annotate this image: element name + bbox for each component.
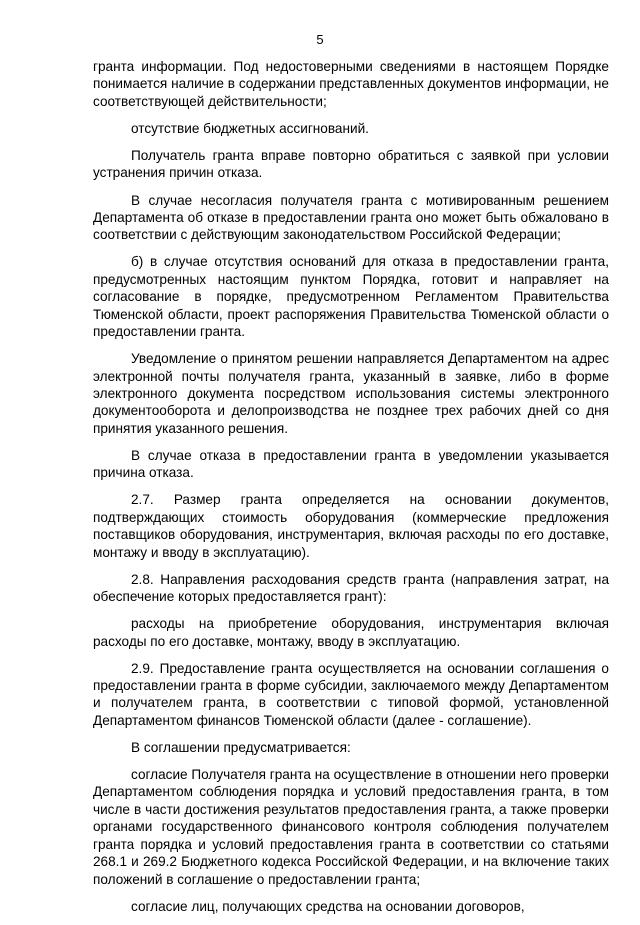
paragraph-no-budget: отсутствие бюджетных ассигнований.: [131, 120, 369, 136]
paragraph-2-8: 2.8. Направления расходования средств гранта (направления затрат, на обеспечение которых предоставляется грант):: [93, 571, 609, 605]
paragraph-refusal-reason: В случае отказа в предоставлении гранта в уведомлении указывается причина отказа.: [93, 447, 609, 481]
paragraph-consent-recipient: согласие Получателя гранта на осуществление в отношении него проверки Департаментом соблюдения порядка и условий предоставления гранта, в том числе в части достижения результатов предоставления гранта, а также проверки органами государственного финансового контроля соблюдения получателем гранта порядка и условий предоставления гранта в соответствии со статьями 268.1 и 269.2 Бюджетного кодекса Российской Федерации, и на включение таких положений в соглашение о предоставлении гранта;: [93, 767, 609, 887]
paragraph-notification: Уведомление о принятом решении направляется Департаментом на адрес электронной почты получателя гранта, указанный в заявке, либо в форме электронного документа посредством использования системы электронного документооборота и делопроизводства не позднее трех рабочих дней со дня принятия указанного решения.: [93, 351, 609, 436]
page-number: 5: [316, 32, 324, 47]
paragraph-agreement-provides: В соглашении предусматривается:: [131, 739, 351, 755]
paragraph-appeal: В случае несогласия получателя гранта с мотивированным решением Департамента об отказе в предоставлении гранта оно может быть обжаловано в соответствии с действующим законодательством Российской Федерации;: [93, 192, 609, 243]
paragraph-continuation: гранта информации. Под недостоверными сведениями в настоящем Порядке понимается наличие в содержании представленных документов информации, не соответствующей действительности;: [93, 59, 609, 109]
paragraph-item-b: б) в случае отсутствия оснований для отказа в предоставлении гранта, предусмотренных настоящим пунктом Порядка, готовит и направляет на согласование в порядке, предусмотренном Регламентом Правительства Тюменской области, проект распоряжения Правительства Тюменской области о предоставлении гранта.: [93, 254, 609, 340]
document-body: [93, 58, 609, 925]
paragraph-2-9: 2.9. Предоставление гранта осуществляется на основании соглашения о предоставлении гранта в форме субсидии, заключаемого между Департаментом и получателем гранта, в соответствии с типовой формой, установленной Департаментом финансов Тюменской области (далее - соглашение).: [93, 660, 609, 728]
paragraph-2-7: 2.7. Размер гранта определяется на основании документов, подтверждающих стоимость оборудования (коммерческие предложения поставщиков оборудования, инструментария, включая расходы по его доставке, монтажу и вводу в эксплуатацию).: [93, 492, 609, 560]
paragraph-consent-persons: согласие лиц, получающих средства на основании договоров,: [131, 898, 525, 914]
paragraph-expenses: расходы на приобретение оборудования, инструментария включая расходы по его доставке, монтажу, вводу в эксплуатацию.: [93, 616, 609, 649]
paragraph-reapply: Получатель гранта вправе повторно обратиться с заявкой при условии устранения причин отказа.: [93, 148, 609, 181]
